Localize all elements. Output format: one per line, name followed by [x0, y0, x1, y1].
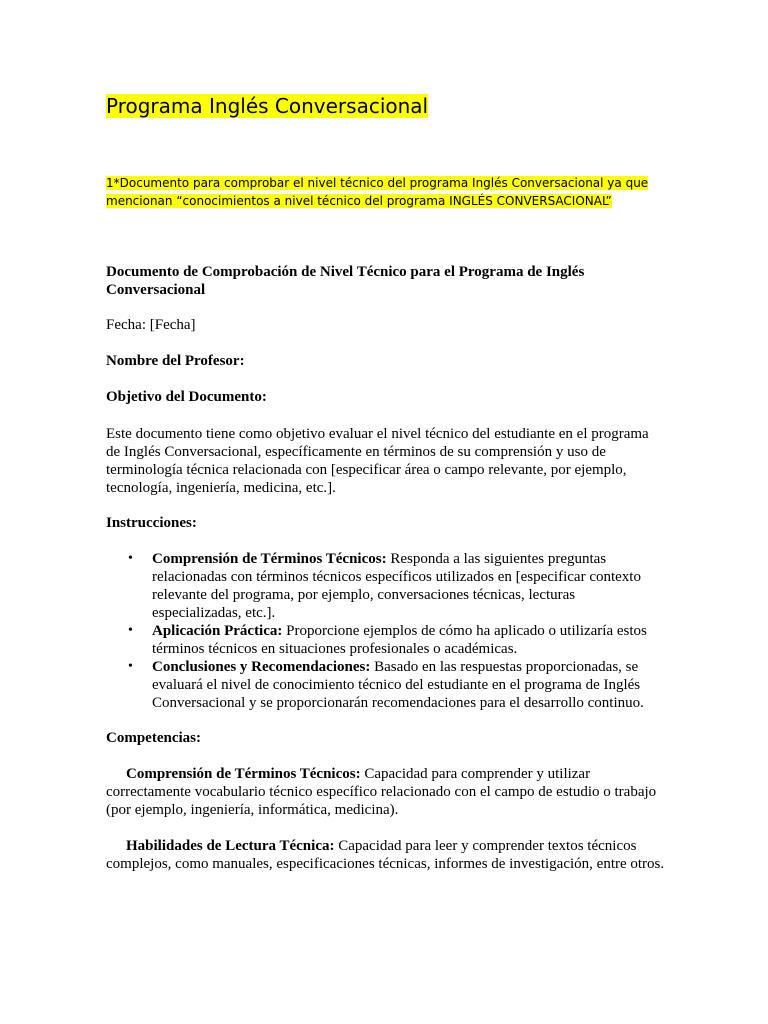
- teacher-name-label: Nombre del Profesor:: [106, 353, 245, 369]
- list-item: [106, 622, 666, 658]
- date-line: Fecha: [Fecha]: [106, 317, 196, 333]
- list-item: [106, 550, 666, 622]
- document-title: [106, 92, 428, 120]
- highlighted-note: [106, 174, 666, 210]
- competency-text: Capacidad para leer y comprender textos técnicos complejos, como manuales, especificaciones técnicas, informes de investigación, entre otros.: [106, 838, 665, 872]
- bullet-icon: •: [128, 659, 133, 674]
- list-item-text: Basado en las respuestas proporcionadas, se evaluará el nivel de conocimiento técnico del estudiante en el programa de Inglés Conversacional y se proporcionarán recomendaciones para el desarrollo continuo.: [152, 659, 644, 711]
- competency-paragraph: [106, 837, 666, 873]
- objective-paragraph: Este documento tiene como objetivo evaluar el nivel técnico del estudiante en el programa de Inglés Conversacional, específicamente en términos de su comprensión y uso de terminología técnica relacionada con [especificar área o campo relevante, por ejemplo, tecnología, ingeniería, medicina, etc.].: [106, 426, 649, 496]
- list-item: [106, 658, 666, 712]
- list-item-term: Conclusiones y Recomendaciones:: [152, 659, 371, 675]
- competency-term: Comprensión de Términos Técnicos:: [126, 766, 361, 782]
- bullet-icon: •: [128, 623, 133, 638]
- competency-text: Capacidad para comprender y utilizar correctamente vocabulario técnico específico relacionado con el campo de estudio o trabajo (por ejemplo, ingeniería, informática, medicina).: [106, 766, 657, 818]
- document-heading: Documento de Comprobación de Nivel Técnico para el Programa de Inglés Conversacional: [106, 264, 585, 298]
- list-item-term: Aplicación Práctica:: [152, 623, 283, 639]
- competencies-heading: Competencias:: [106, 730, 201, 746]
- competency-term: Habilidades de Lectura Técnica:: [126, 838, 335, 854]
- instructions-heading: Instrucciones:: [106, 515, 197, 531]
- instructions-list: [106, 550, 666, 712]
- competency-paragraph: [106, 765, 666, 819]
- list-item-term: Comprensión de Términos Técnicos:: [152, 551, 387, 567]
- objective-heading: Objetivo del Documento:: [106, 389, 267, 405]
- list-item-text: Proporcione ejemplos de cómo ha aplicado o utilizaría estos términos técnicos en situaciones profesionales o académicas.: [152, 623, 647, 657]
- list-item-text: Responda a las siguientes preguntas relacionadas con términos técnicos específicos utilizados en [especificar contexto relevante del programa, por ejemplo, conversaciones técnicas, lecturas especializadas, etc.].: [152, 551, 641, 621]
- title-highlight: Programa Inglés Conversacional: [106, 94, 429, 118]
- note-highlight: 1*Documento para comprobar el nivel técnico del programa Inglés Conversacional ya que mencionan “conocimientos a nivel técnico del programa INGLÉS CONVERSACIONAL”: [106, 176, 649, 208]
- bullet-icon: •: [128, 551, 133, 566]
